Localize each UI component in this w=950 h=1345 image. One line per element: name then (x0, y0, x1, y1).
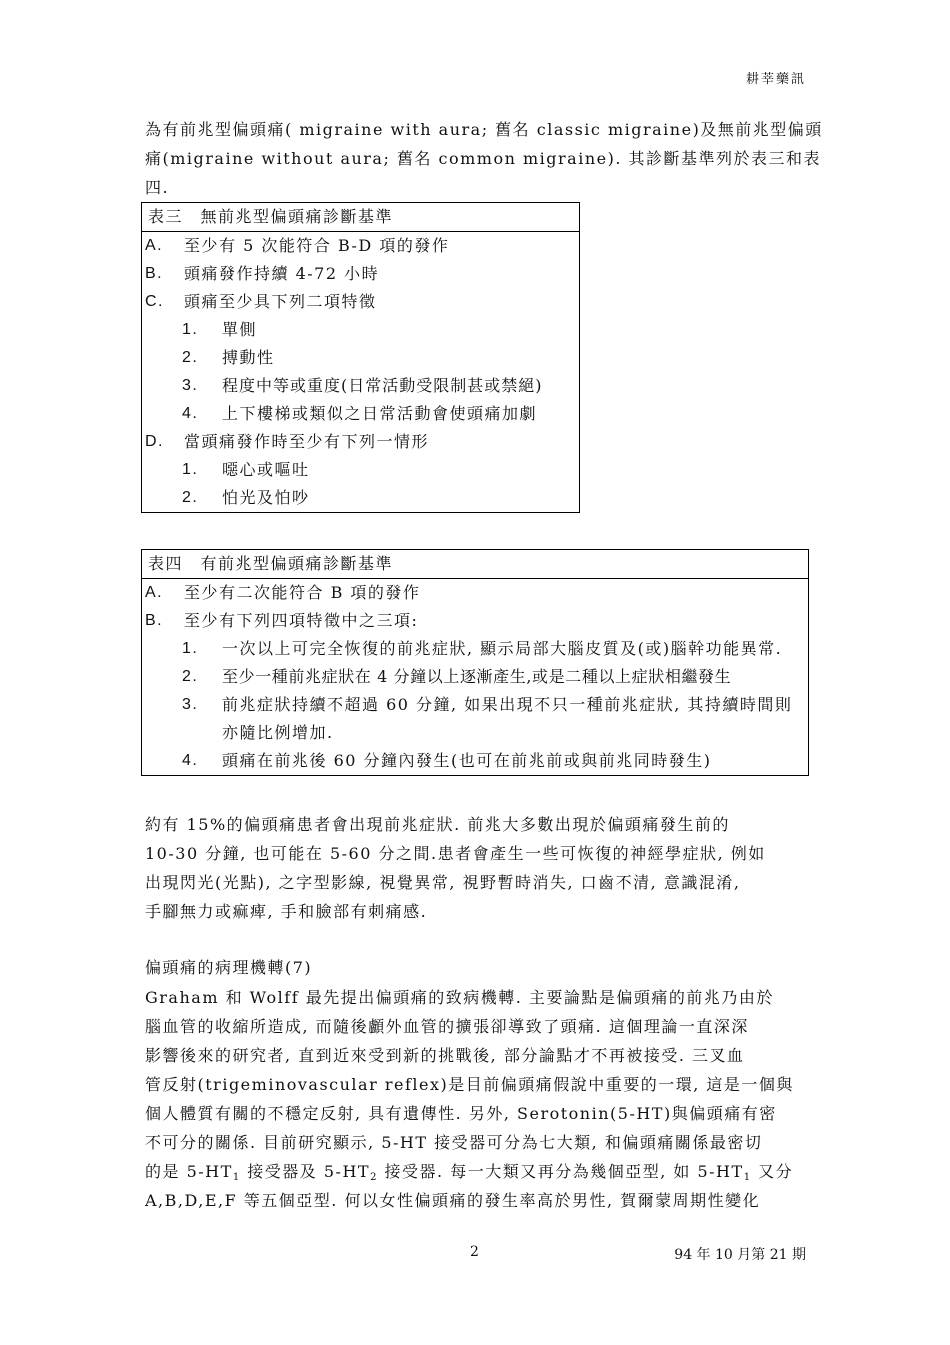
row-label: D. (145, 433, 164, 450)
text-line: 10-30 分鐘, 也可能在 5-60 分之間.患者會產生一些可恢復的神經學症狀, 例如 (145, 844, 766, 863)
row-label: C. (145, 293, 164, 310)
table-subrow (142, 372, 579, 400)
table-row (142, 428, 579, 456)
row-label: 1. (182, 461, 199, 478)
page-number: 2 (470, 1244, 479, 1260)
table-subrow (142, 344, 579, 372)
row-text: 搏動性 (222, 348, 275, 367)
text-line: 為有前兆型偏頭痛( migraine with aura; 舊名 classic migraine)及無前兆型偏頭 (145, 120, 823, 139)
table-title: 表三 無前兆型偏頭痛診斷基準 (142, 203, 579, 232)
row-text: 至少有二次能符合 B 項的發作 (184, 583, 421, 602)
table-row (142, 607, 808, 635)
table-subrow (142, 663, 808, 691)
running-header: 耕莘藥訊 (745, 72, 806, 87)
row-text: 單側 (222, 320, 258, 339)
text-line (145, 1157, 810, 1186)
row-label: 1. (182, 640, 199, 657)
text-run: 接受器. 每一大類又再分為幾個亞型, 如 5-HT (377, 1162, 744, 1181)
table-subrow (142, 635, 808, 663)
subscript: 1 (232, 1172, 241, 1183)
row-label: A. (145, 237, 164, 254)
row-text: 當頭痛發作時至少有下列一情形 (184, 432, 430, 451)
issue-info: 94 年 10 月第 21 期 (674, 1247, 806, 1263)
table-subrow (142, 747, 808, 775)
table-row (142, 288, 579, 316)
table-subrow (142, 484, 579, 512)
section-heading-text: 偏頭痛的病理機轉(7) (145, 958, 313, 977)
row-text: 程度中等或重度(日常活動受限制甚或禁絕) (222, 376, 543, 395)
row-label: 2. (182, 489, 199, 506)
row-text: 怕光及怕吵 (222, 488, 310, 507)
text-run: 又分 (751, 1162, 794, 1181)
row-label: 3. (182, 377, 199, 394)
row-label: 2. (182, 668, 199, 685)
text-run: 的是 5-HT (145, 1162, 233, 1181)
text-line: 管反射(trigeminovascular reflex)是目前偏頭痛假說中重要的一環, 這是一個與 (145, 1075, 794, 1094)
intro-paragraph (145, 115, 823, 202)
text-line: 四. (145, 178, 170, 197)
text-line: A,B,D,E,F 等五個亞型. 何以女性偏頭痛的發生率高於男性, 賀爾蒙周期性變化 (145, 1191, 761, 1210)
row-label: 3. (182, 696, 199, 713)
row-text: 至少有下列四項特徵中之三項: (184, 611, 419, 630)
text-line: 約有 15%的偏頭痛患者會出現前兆症狀. 前兆大多數出現於偏頭痛發生前的 (145, 815, 730, 834)
text-run: 接受器及 5-HT (240, 1162, 371, 1181)
table-row (142, 579, 808, 607)
row-label: B. (145, 612, 164, 629)
row-text: 至少一種前兆症狀在 4 分鐘以上逐漸產生,或是二種以上症狀相繼發生 (222, 667, 732, 686)
table-row (142, 260, 579, 288)
subscript: 1 (743, 1172, 752, 1183)
text-line: 影響後來的研究者, 直到近來受到新的挑戰後, 部分論點才不再被接受. 三叉血 (145, 1046, 745, 1065)
text-line: 手腳無力或痲痺, 手和臉部有刺痛感. (145, 902, 428, 921)
row-text: 噁心或嘔吐 (222, 460, 310, 479)
text-line: 腦血管的收縮所造成, 而隨後顱外血管的擴張卻導致了頭痛. 這個理論一直深深 (145, 1017, 749, 1036)
aura-paragraph (145, 810, 810, 926)
row-label: A. (145, 584, 164, 601)
text-line: Graham 和 Wolff 最先提出偏頭痛的致病機轉. 主要論點是偏頭痛的前兆乃由於 (145, 988, 774, 1007)
row-text: 至少有 5 次能符合 B-D 項的發作 (184, 236, 450, 255)
row-text: 一次以上可完全恢復的前兆症狀, 顯示局部大腦皮質及(或)腦幹功能異常. (222, 639, 783, 658)
row-text: 前兆症狀持續不超過 60 分鐘, 如果出現不只一種前兆症狀, 其持續時間則亦隨比例增加. (222, 695, 793, 742)
text-line: 痛(migraine without aura; 舊名 common migraine). 其診斷基準列於表三和表 (145, 149, 822, 168)
row-text: 頭痛至少具下列二項特徵 (184, 292, 377, 311)
table-row (142, 232, 579, 260)
row-label: B. (145, 265, 164, 282)
row-text: 上下樓梯或類似之日常活動會使頭痛加劇 (222, 404, 538, 423)
table-subrow (142, 316, 579, 344)
row-label: 1. (182, 321, 199, 338)
text-line: 出現閃光(光點), 之字型影線, 視覺異常, 視野暫時消失, 口齒不清, 意識混淆, (145, 873, 741, 892)
table-3 (141, 202, 580, 513)
section-heading (145, 953, 810, 982)
row-text: 頭痛發作持續 4-72 小時 (184, 264, 380, 283)
table-subrow (142, 400, 579, 428)
body-paragraph (145, 983, 810, 1215)
text-line: 個人體質有關的不穩定反射, 具有遺傳性. 另外, Serotonin(5-HT)與偏頭痛有密 (145, 1104, 777, 1123)
row-label: 4. (182, 405, 199, 422)
subscript: 2 (370, 1172, 378, 1183)
table-subrow (142, 691, 808, 747)
row-text: 頭痛在前兆後 60 分鐘內發生(也可在前兆前或與前兆同時發生) (222, 751, 712, 770)
text-line: 不可分的關係. 目前研究顯示, 5-HT 接受器可分為七大類, 和偏頭痛關係最密切 (145, 1133, 763, 1152)
row-label: 2. (182, 349, 199, 366)
table-subrow (142, 456, 579, 484)
table-4 (141, 549, 809, 776)
table-title: 表四 有前兆型偏頭痛診斷基準 (142, 550, 808, 579)
row-label: 4. (182, 752, 199, 769)
